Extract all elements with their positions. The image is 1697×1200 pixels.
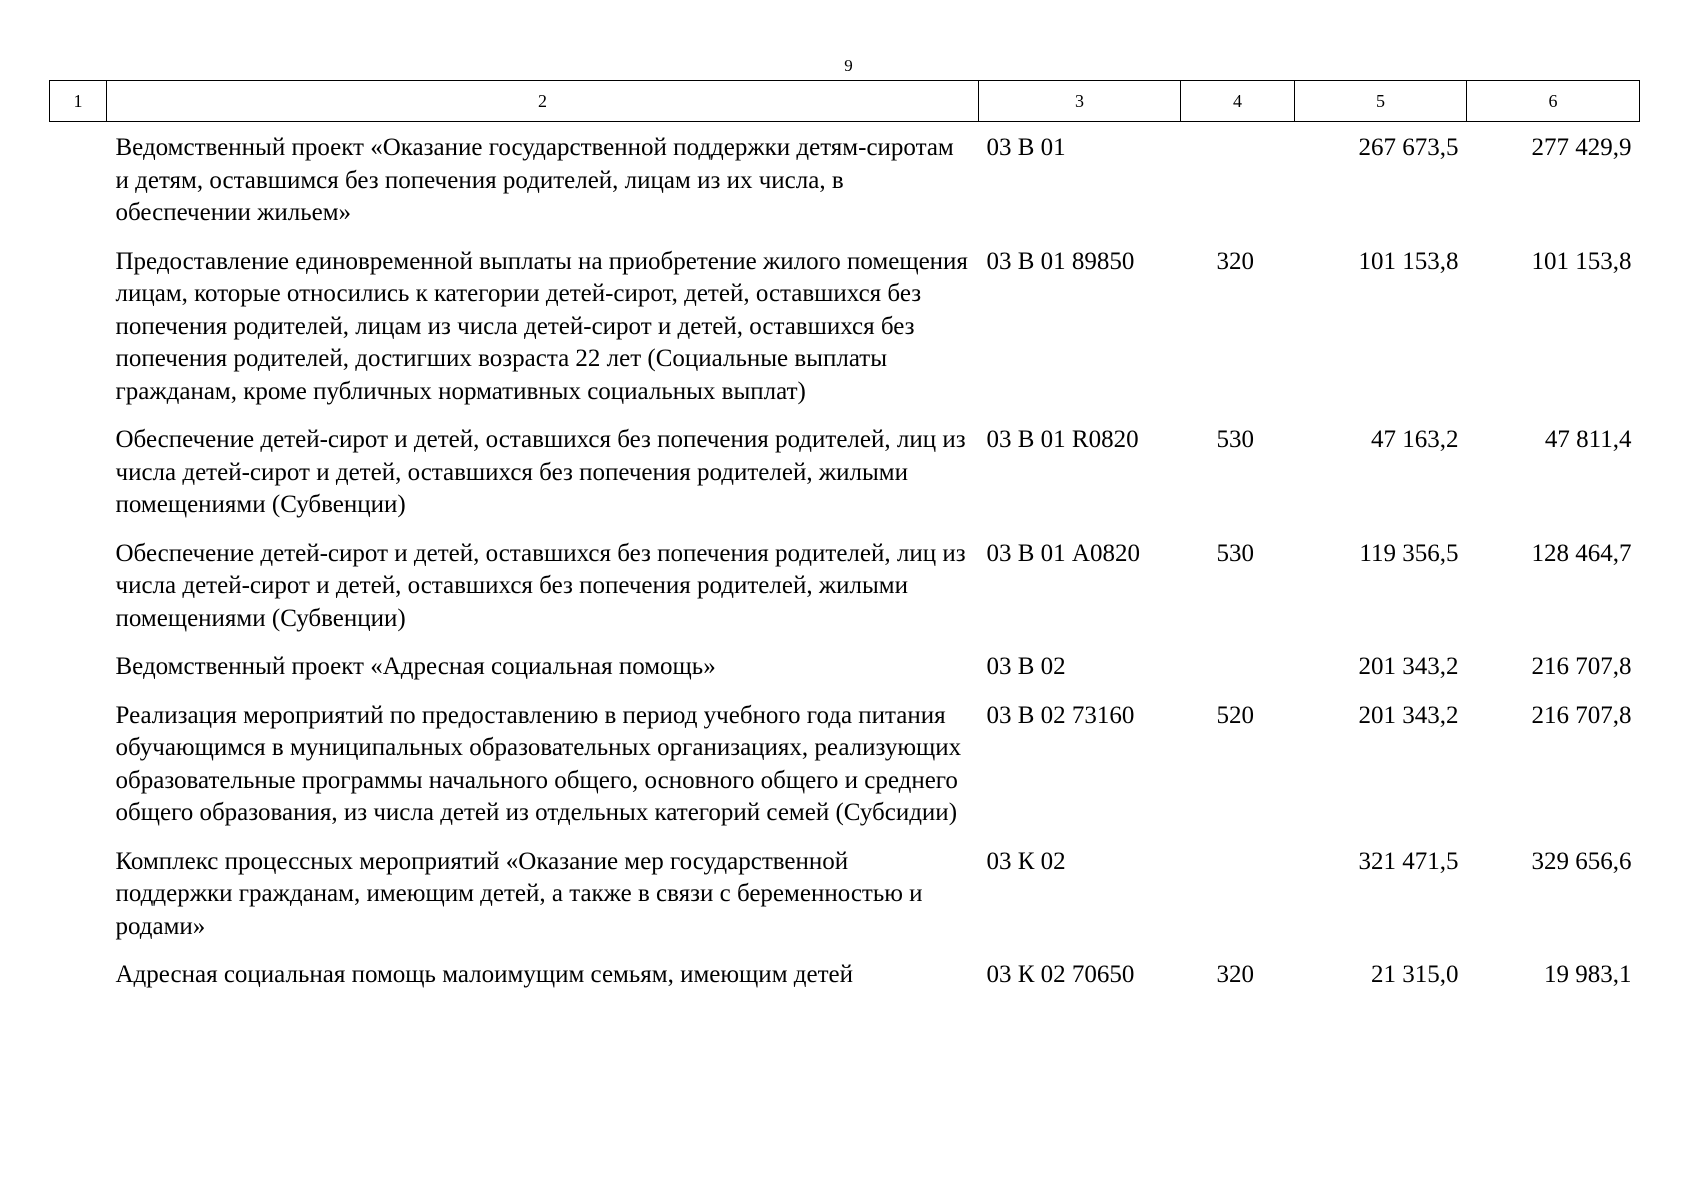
row-number-cell (50, 246, 107, 425)
item-name: Комплекс процессных мероприятий «Оказание мер государственной поддержки гражданам, имеющим детей, а также в связи с беременностью и родами» (115, 847, 923, 940)
item-value-col6: 101 153,8 (1531, 247, 1632, 275)
item-code: 03 В 01 (986, 134, 1066, 161)
item-value-col5: 201 343,2 (1358, 701, 1459, 729)
item-value-col6: 329 656,6 (1531, 847, 1632, 875)
header-row (50, 81, 1640, 122)
table-row (50, 700, 1640, 846)
row-number-cell (50, 959, 107, 1008)
row-number-cell (50, 846, 107, 960)
item-name: Обеспечение детей-сирот и детей, оставшихся без попечения родителей, лиц из числа детей-сирот и детей, оставшихся без попечения родителей, жилыми помещениями (Субвенции) (115, 426, 966, 518)
item-value-col6: 47 811,4 (1544, 426, 1632, 453)
table-row (50, 959, 1640, 1008)
item-name: Ведомственный проект «Адресная социальная помощь» (115, 653, 716, 680)
item-type (1181, 651, 1295, 700)
page-number: 9 (844, 56, 853, 75)
budget-table (49, 80, 1640, 1008)
table-row (50, 538, 1640, 652)
item-type (1181, 122, 1295, 246)
item-name: Предоставление единовременной выплаты на приобретение жилого помещения лицам, которые относились к категории детей-сирот, детей, оставшихся без попечения родителей, лицам из числа детей-сирот и детей, оставшихся без попечения родителей, достигших возраста 22 лет (Социальные выплаты гражданам, кроме публичных нормативных социальных выплат) (115, 247, 968, 405)
item-value-col5: 119 356,5 (1359, 539, 1459, 567)
item-value-col5: 201 343,2 (1358, 653, 1459, 680)
item-code: 03 В 01 89850 (986, 247, 1135, 275)
item-type (1181, 846, 1295, 960)
item-type: 320 (1216, 247, 1254, 275)
item-type: 530 (1216, 426, 1254, 453)
item-value-col6: 19 983,1 (1544, 961, 1632, 988)
row-number-cell (50, 122, 107, 246)
item-name: Обеспечение детей-сирот и детей, оставшихся без попечения родителей, лиц из числа детей-сирот и детей, оставшихся без попечения родителей, жилыми помещениями (Субвенции) (115, 539, 966, 632)
table-row (50, 846, 1640, 960)
item-code: 03 В 02 (986, 653, 1066, 680)
table-row (50, 424, 1640, 538)
header-col-4: 4 (1181, 81, 1295, 122)
header-col-3: 3 (979, 81, 1181, 122)
item-code: 03 В 01 R0820 (986, 426, 1139, 453)
item-name: Адресная социальная помощь малоимущим семьям, имеющим детей (115, 961, 853, 988)
table-row (50, 246, 1640, 425)
item-value-col5: 21 315,0 (1371, 961, 1459, 988)
item-value-col5: 267 673,5 (1358, 134, 1459, 161)
item-value-col5: 101 153,8 (1358, 247, 1459, 275)
row-number-cell (50, 700, 107, 846)
item-type: 520 (1216, 701, 1254, 729)
item-value-col5: 47 163,2 (1371, 426, 1459, 453)
item-name: Ведомственный проект «Оказание государственной поддержки детям-сиротам и детям, оставшимся без попечения родителей, лицам из их числа, в обеспечении жильем» (115, 134, 954, 226)
item-value-col6: 128 464,7 (1531, 539, 1632, 567)
item-value-col5: 321 471,5 (1358, 847, 1459, 875)
row-number-cell (50, 651, 107, 700)
header-col-6: 6 (1467, 81, 1640, 122)
row-number-cell (50, 538, 107, 652)
table-row (50, 651, 1640, 700)
item-value-col6: 277 429,9 (1531, 134, 1632, 161)
row-number-cell (50, 424, 107, 538)
item-code: 03 В 01 А0820 (986, 539, 1140, 567)
item-value-col6: 216 707,8 (1531, 653, 1632, 680)
item-code: 03 К 02 (986, 847, 1066, 875)
item-code: 03 К 02 70650 (986, 961, 1135, 988)
item-name: Реализация мероприятий по предоставлению в период учебного года питания обучающимся в муниципальных образовательных организациях, реализующих образовательные программы начального общего, основного общего и среднего общего образования, из числа детей из отдельных категорий семей (Субсидии) (115, 701, 962, 826)
item-code: 03 В 02 73160 (986, 701, 1135, 729)
item-value-col6: 216 707,8 (1531, 701, 1632, 729)
item-type: 530 (1216, 539, 1254, 567)
header-col-5: 5 (1295, 81, 1467, 122)
header-col-1: 1 (50, 81, 107, 122)
header-col-2: 2 (107, 81, 979, 122)
table-row (50, 122, 1640, 246)
item-type: 320 (1216, 961, 1254, 988)
